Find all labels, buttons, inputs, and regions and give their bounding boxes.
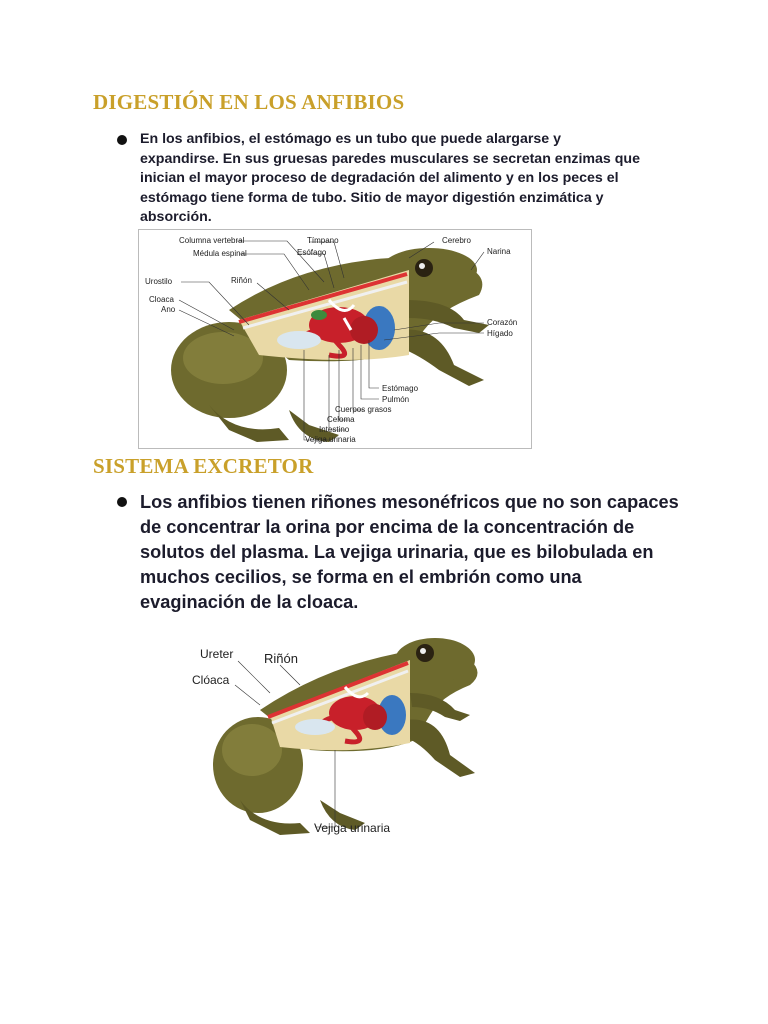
label-cloaca: Cloaca: [149, 295, 174, 304]
label-timpano: Tímpano: [307, 236, 339, 245]
label-higado: Hígado: [487, 329, 513, 338]
label-cerebro: Cerebro: [442, 236, 471, 245]
frog-excretory-figure: [140, 615, 495, 840]
frog-excretory-illustration: [140, 615, 495, 840]
label-vejiga: Vejiga urinaria: [314, 821, 391, 835]
label-estomago: Estómago: [382, 384, 419, 393]
frog-anatomy-figure: [138, 229, 532, 449]
label-vejiga: Vejiga urinaria: [305, 435, 356, 444]
label-ureter: Ureter: [200, 647, 234, 661]
label-esofago: Esófago: [297, 248, 327, 257]
label-narina: Narina: [487, 247, 511, 256]
excretor-paragraph: Los anfibios tienen riñones mesonéfricos que no son capaces de concentrar la orina por encima de la concentración de solutos del plasma. La vejiga urinaria, que es bilobulada en muchos cecilios, se forma en el embrión como una evaginación de la cloaca.: [140, 492, 679, 612]
label-urostilo: Urostilo: [145, 277, 173, 286]
label-cloaca: Clóaca: [192, 673, 230, 687]
label-pulmon: Pulmón: [382, 395, 410, 404]
label-medula: Médula espinal: [193, 249, 247, 258]
label-celoma: Celoma: [327, 415, 355, 424]
frog-anatomy-illustration: [139, 230, 531, 448]
digestion-heading: DIGESTIÓN EN LOS ANFIBIOS: [93, 90, 405, 114]
label-columna: Columna vertebral: [179, 236, 245, 245]
bullet-dot: [117, 497, 127, 507]
label-rinon: Riñón: [231, 276, 252, 285]
excretor-heading: SISTEMA EXCRETOR: [93, 454, 314, 478]
excretor-bullet: [117, 490, 680, 615]
bullet-dot: [117, 135, 127, 145]
label-ano: Ano: [161, 305, 176, 314]
digestion-paragraph: En los anfibios, el estómago es un tubo que puede alargarse y expandirse. En sus gruesas paredes musculares se secretan enzimas que inician el mayor proceso de degradación del alimento y en los peces el estómago tiene forma de tubo. Sitio de mayor digestión enzimática y absorción.: [140, 131, 640, 226]
label-cuerpos: Cuerpos grasos: [335, 405, 392, 414]
label-corazon: Corazón: [487, 318, 518, 327]
label-intestino: Intestino: [319, 425, 350, 434]
digestion-bullet: [117, 130, 640, 228]
label-rinon: Riñón: [264, 651, 298, 666]
